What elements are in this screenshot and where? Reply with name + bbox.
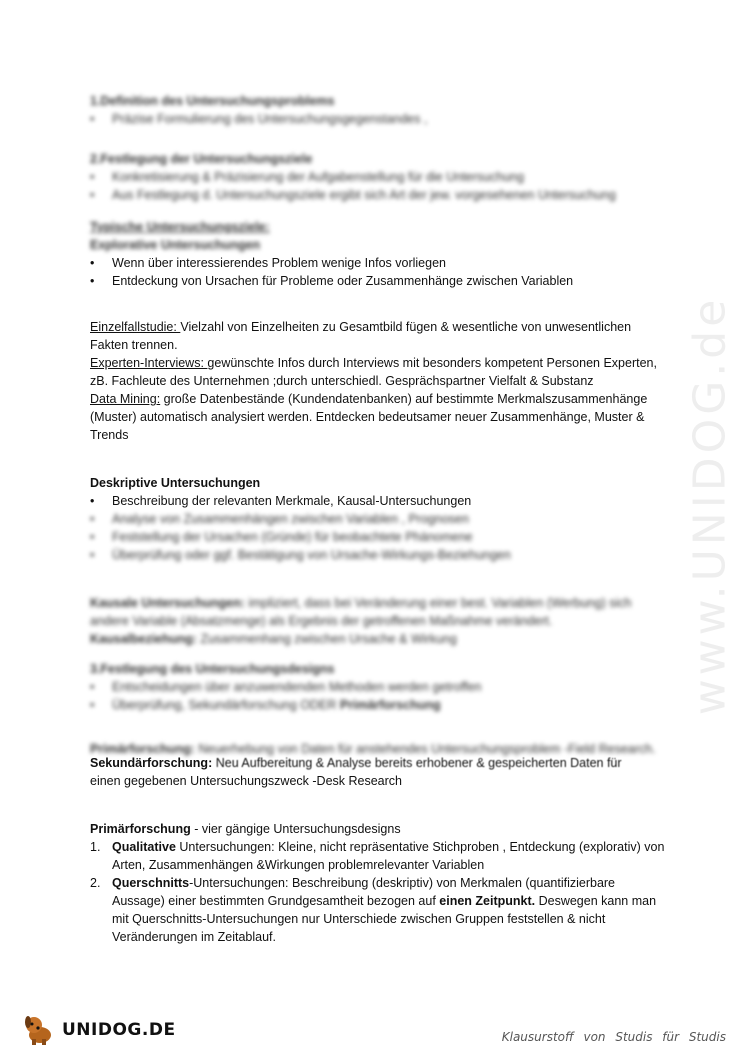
document-body bbox=[90, 92, 670, 946]
footer-tagline: Klausurstoff von Studis für Studis bbox=[501, 1030, 726, 1044]
causal-section bbox=[90, 594, 670, 648]
secondary-definition-cont: einen gegebenen Untersuchungszweck -Desk Research bbox=[90, 774, 402, 788]
list-item-text: Untersuchungen: Kleine, nicht repräsentative Stichproben , Entdeckung (explorativ) von Arten, Zusammenhängen &Wirkungen problemrelevanter Variablen bbox=[112, 840, 665, 872]
typical-goals bbox=[90, 218, 670, 254]
descriptive-heading: Deskriptive Untersuchungen bbox=[90, 476, 261, 490]
primary-blur-text: Neuerhebung von Daten für anstehendes Untersuchungsproblem -Field Research. bbox=[194, 742, 656, 756]
list-item: • Analyse von Zusammenhängen zwischen Variablen , Prognosen bbox=[90, 510, 670, 528]
list-item: • Aus Festlegung d. Untersuchungsziele ergibt sich Art der jew. vorgesehenen Untersuchung bbox=[90, 186, 670, 204]
list-item-text: -Untersuchungen: Beschreibung (deskriptiv) von Merkmalen (quantifizierbare Aussage) einer bestimmten Grundgesamtheit bezogen auf bbox=[112, 876, 616, 908]
einzelfall-text: Vielzahl von Einzelheiten zu Gesamtbild fügen & wesentliche von unwesentlichen Fakten trennen. bbox=[90, 320, 632, 352]
causal-paragraph bbox=[90, 594, 670, 630]
secondary-definition bbox=[90, 754, 670, 772]
designs-list bbox=[90, 838, 670, 946]
list-item: • Präzise Formulierung des Untersuchungsgegenstandes , bbox=[90, 110, 670, 128]
list-item bbox=[90, 838, 670, 874]
explorative-heading: Explorative Untersuchungen bbox=[90, 238, 261, 252]
list-number: 1. bbox=[90, 840, 101, 854]
primary-definition-blurred bbox=[90, 742, 670, 754]
descriptive-section bbox=[90, 474, 670, 564]
explorative-list bbox=[90, 254, 670, 290]
primary-text: - vier gängige Untersuchungsdesigns bbox=[190, 822, 401, 836]
causal-label: Kausale Untersuchungen: bbox=[90, 596, 245, 610]
footer-logo-text: UNIDOG.DE bbox=[62, 1020, 176, 1040]
section-3 bbox=[90, 660, 670, 714]
secondary-label: Sekundärforschung: bbox=[90, 756, 213, 770]
einzelfall-paragraph bbox=[90, 318, 670, 354]
section-1 bbox=[90, 92, 670, 128]
experten-label: Experten-Interviews: bbox=[90, 356, 208, 370]
research-definitions bbox=[90, 742, 670, 790]
list-item bbox=[90, 874, 670, 946]
section-3-heading: 3.Festlegung des Untersuchungsdesigns bbox=[90, 662, 335, 676]
section-2-heading: 2.Festlegung der Untersuchungsziele bbox=[90, 152, 313, 166]
watermark-text: www.UNIDOG.de bbox=[684, 295, 736, 715]
causal-text: impliziert, dass bei Veränderung einer best. Variablen (Werbung) sich andere Variable (Absatzmenge) als Ergebnis der getroffenen Maßnahme verändert. bbox=[90, 596, 632, 628]
primary-label: Primärforschung bbox=[90, 822, 191, 836]
causal-relation-label: Kausalbeziehung: bbox=[90, 632, 197, 646]
einzelfall-label: Einzelfallstudie: bbox=[90, 320, 181, 334]
primary-heading bbox=[90, 820, 670, 838]
primary-research-section bbox=[90, 820, 670, 946]
section-1-heading: 1.Definition des Untersuchungsproblems bbox=[90, 94, 335, 108]
section-2 bbox=[90, 150, 670, 204]
list-item bbox=[90, 696, 670, 714]
list-item: • Entscheidungen über anzuwendenden Methoden werden getroffen bbox=[90, 678, 670, 696]
dog-logo-icon bbox=[22, 1013, 56, 1047]
list-item-bold: Qualitative bbox=[112, 840, 176, 854]
mining-text: große Datenbestände (Kundendatenbanken) auf bestimmte Merkmalszusammenhänge (Muster) automatisch analysiert werden. Entdecken bedeutsamer neuer Zusammenhänge, Muster & Trends bbox=[90, 392, 648, 442]
list-item: • Überprüfung oder ggf. Bestätigung von Ursache-Wirkungs-Beziehungen bbox=[90, 546, 670, 564]
mining-label: Data Mining: bbox=[90, 392, 161, 406]
list-item-bold: Querschnitts bbox=[112, 876, 190, 890]
list-item: • Beschreibung der relevanten Merkmale, Kausal-Untersuchungen bbox=[90, 492, 670, 510]
list-item: • Konkretisierung & Präzisierung der Aufgabenstellung für die Untersuchung bbox=[90, 168, 670, 186]
experten-paragraph bbox=[90, 354, 670, 390]
list-item: • Entdeckung von Ursachen für Probleme oder Zusammenhänge zwischen Variablen bbox=[90, 272, 670, 290]
experten-text: gewünschte Infos durch Interviews mit besonders kompetent Personen Experten, zB. Fachleute des Unternehmen ;durch unterschiedl. Gesprächspartner Vielfalt & Substanz bbox=[90, 356, 657, 388]
causal-relation-paragraph bbox=[90, 630, 670, 648]
list-item: • Wenn über interessierendes Problem wenige Infos vorliegen bbox=[90, 254, 670, 272]
list-item-bold: einen Zeitpunkt. bbox=[439, 894, 536, 908]
methods-paragraph bbox=[90, 318, 670, 444]
mining-paragraph bbox=[90, 390, 670, 444]
list-number: 2. bbox=[90, 876, 101, 890]
footer-logo bbox=[22, 1013, 176, 1047]
list-item-text: Überprüfung, Sekundärforschung ODER bbox=[112, 698, 340, 712]
secondary-text: Neu Aufbereitung & Analyse bereits erhobener & gespeicherten Daten für bbox=[212, 756, 622, 770]
list-item-bold: Primärforschung bbox=[339, 698, 441, 712]
list-item: • Feststellung der Ursachen (Gründe) für beobachtete Phänomene bbox=[90, 528, 670, 546]
list-item-text: Deswegen kann man mit Querschnitts-Untersuchungen nur Unterschiede zwischen Gruppen feststellen & nicht Veränderungen im Zeitablauf. bbox=[112, 894, 657, 944]
watermark bbox=[680, 270, 740, 740]
causal-relation-text: Zusammenhang zwischen Ursache & Wirkung bbox=[196, 632, 457, 646]
typical-goals-heading: Typische Untersuchungsziele: bbox=[90, 220, 270, 234]
primary-blur-label: Primärforschung: bbox=[90, 742, 195, 756]
